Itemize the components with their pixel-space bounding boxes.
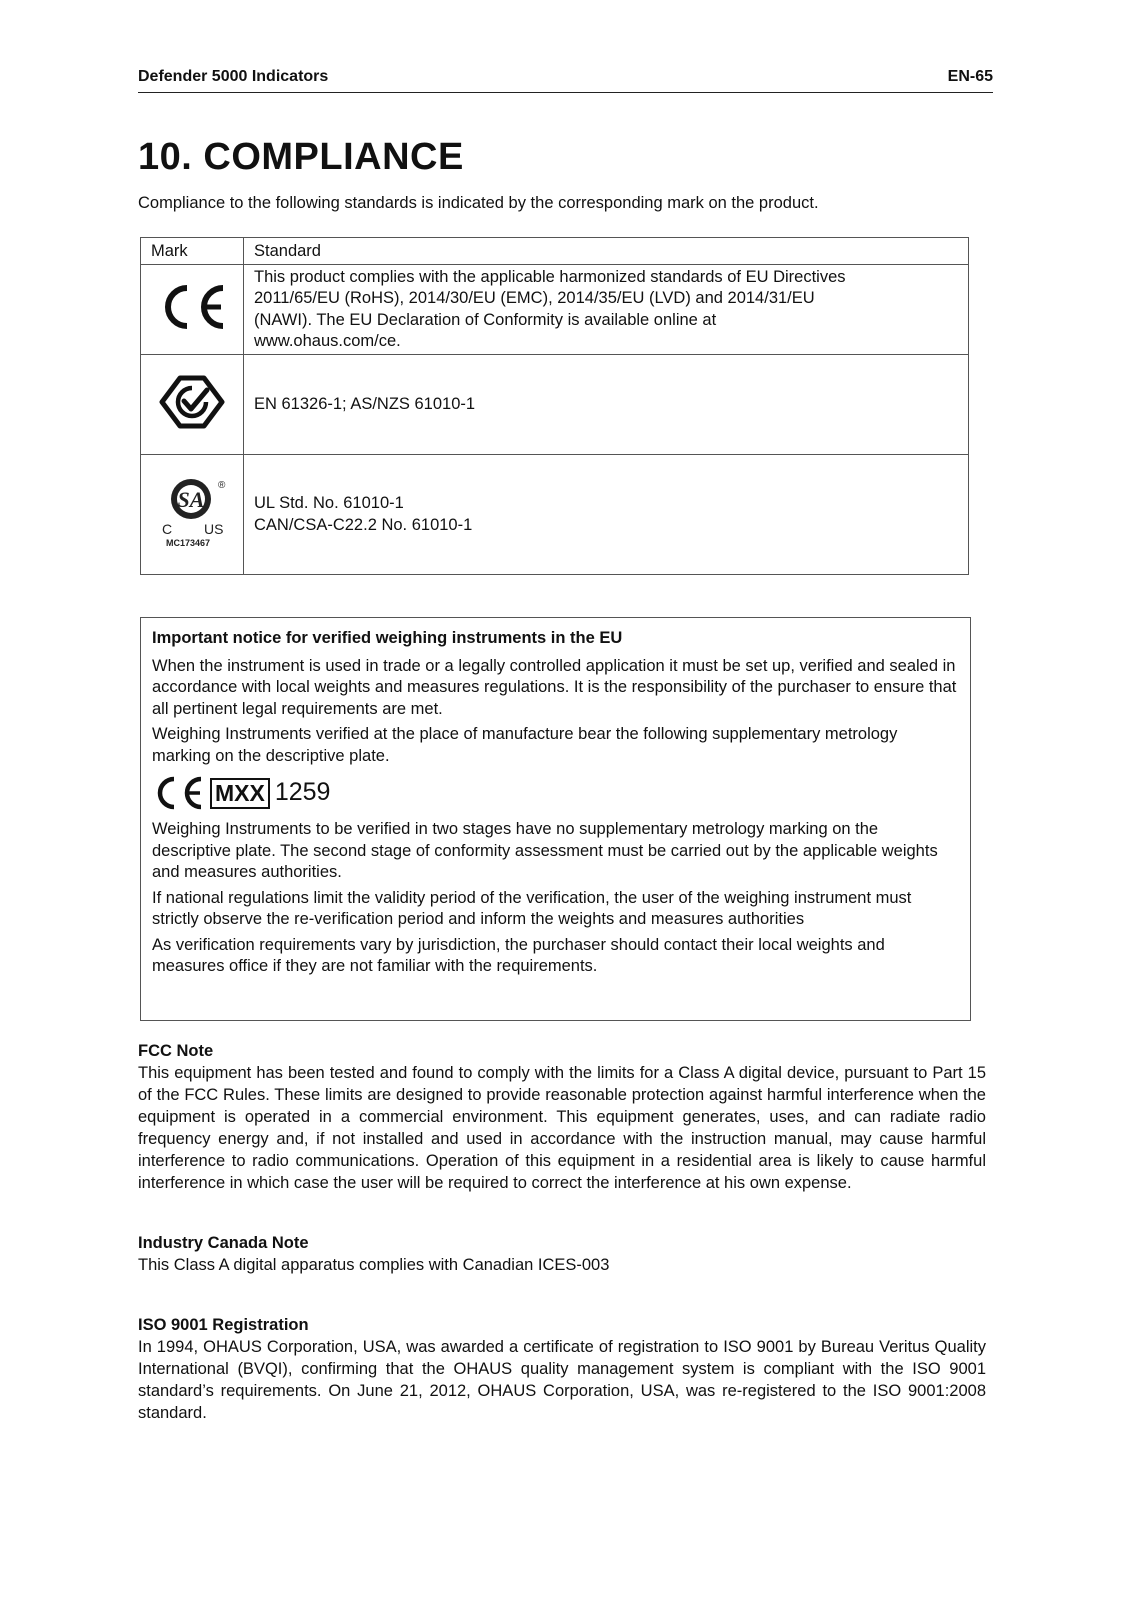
csa-c-label: C	[162, 521, 173, 537]
csa-cert-number: MC173467	[166, 538, 211, 548]
ce-mark-icon	[157, 282, 227, 332]
industry-canada-section	[138, 1232, 986, 1276]
metrology-box: MXX	[210, 778, 270, 809]
standard-cell	[244, 455, 969, 575]
standard-line: 2011/65/EU (RoHS), 2014/30/EU (EMC), 2014/35/EU (LVD) and 2014/31/EU	[254, 289, 815, 307]
section-heading: 10. COMPLIANCE	[138, 136, 464, 178]
notified-body-number: 1259	[274, 778, 331, 807]
standard-line: (NAWI). The EU Declaration of Conformity is available online at	[254, 310, 717, 329]
standard-line: CAN/CSA-C22.2 No. 61010-1	[254, 515, 473, 534]
standard-cell	[244, 355, 969, 455]
document-title: Defender 5000 Indicators	[138, 68, 329, 85]
ce-mark-cell	[141, 265, 244, 355]
iso-title: ISO 9001 Registration	[138, 1316, 309, 1334]
svg-text:SA: SA	[177, 487, 205, 512]
csa-mark-icon	[152, 472, 232, 552]
notice-paragraph: As verification requirements vary by jurisdiction, the purchaser should contact their local weights and measures office if they are not familiar with the requirements.	[152, 935, 885, 975]
table-row	[141, 265, 969, 355]
standard-column-header: Standard	[244, 238, 969, 265]
csa-mark-cell	[141, 455, 244, 575]
table-row	[141, 455, 969, 575]
standard-line: EN 61326-1; AS/NZS 61010-1	[254, 395, 476, 413]
notice-title: Important notice for verified weighing instruments in the EU	[152, 629, 623, 647]
compliance-table	[140, 237, 969, 575]
table-row	[141, 355, 969, 455]
canada-body: This Class A digital apparatus complies with Canadian ICES-003	[138, 1256, 610, 1274]
csa-us-label: US	[204, 521, 224, 537]
csa-registered-mark: ®	[218, 480, 226, 491]
ce-mark-icon	[152, 775, 204, 811]
rcm-mark-icon	[156, 372, 228, 432]
fcc-body: This equipment has been tested and found to comply with the limits for a Class A digital device, pursuant to Part 15 of the FCC Rules. These limits are designed to provide reasonable protection against harmful interference when the equipment is operated in a commercial environment. This equipment generates, uses, and can radiate radio frequency energy and, if not installed and used in accordance with the instruction manual, may cause harmful interference to radio communications. Operation of this equipment in a residential area is likely to cause harmful interference in which case the user will be required to correct the interference at his own expense.	[138, 1064, 986, 1192]
fcc-section	[138, 1040, 986, 1194]
notice-paragraph: Weighing Instruments verified at the place of manufacture bear the following supplementary metrology marking on the descriptive plate.	[152, 725, 898, 765]
rcm-mark-cell	[141, 355, 244, 455]
fcc-title: FCC Note	[138, 1042, 214, 1060]
intro-text: Compliance to the following standards is indicated by the corresponding mark on the product.	[138, 194, 819, 212]
page-number: EN-65	[947, 68, 993, 85]
standard-cell	[244, 265, 969, 355]
notice-paragraph: If national regulations limit the validity period of the verification, the user of the weighing instrument must strictly observe the re-verification period and inform the weights and measures authorities	[152, 888, 912, 928]
standard-line: www.ohaus.com/ce.	[254, 332, 401, 350]
canada-title: Industry Canada Note	[138, 1234, 309, 1252]
mark-column-header: Mark	[141, 238, 244, 265]
notice-paragraph: Weighing Instruments to be verified in two stages have no supplementary metrology marking on the descriptive plate. The second stage of conformity assessment must be carried out by the applicable weights and measures authorities.	[152, 820, 938, 881]
iso-section	[138, 1314, 986, 1424]
standard-line: This product complies with the applicable harmonized standards of EU Directives	[254, 267, 846, 286]
page-header	[138, 66, 993, 93]
notice-paragraph: When the instrument is used in trade or a legally controlled application it must be set up, verified and sealed in accordance with local weights and measures regulations. It is the responsibility of the purchaser to ensure that all pertinent legal requirements are met.	[152, 656, 957, 718]
table-header-row	[141, 238, 969, 265]
iso-body: In 1994, OHAUS Corporation, USA, was awarded a certificate of registration to ISO 9001 by Bureau Veritus Quality International (BVQI), confirming that the OHAUS quality management system is compliant with the ISO 9001 standard’s requirements. On June 21, 2012, OHAUS Corporation, USA, was re-registered to the ISO 9001:2008 standard.	[138, 1338, 986, 1422]
eu-verification-notice	[140, 617, 971, 1021]
standard-line: UL Std. No. 61010-1	[254, 494, 404, 512]
metrology-marking	[152, 775, 959, 811]
